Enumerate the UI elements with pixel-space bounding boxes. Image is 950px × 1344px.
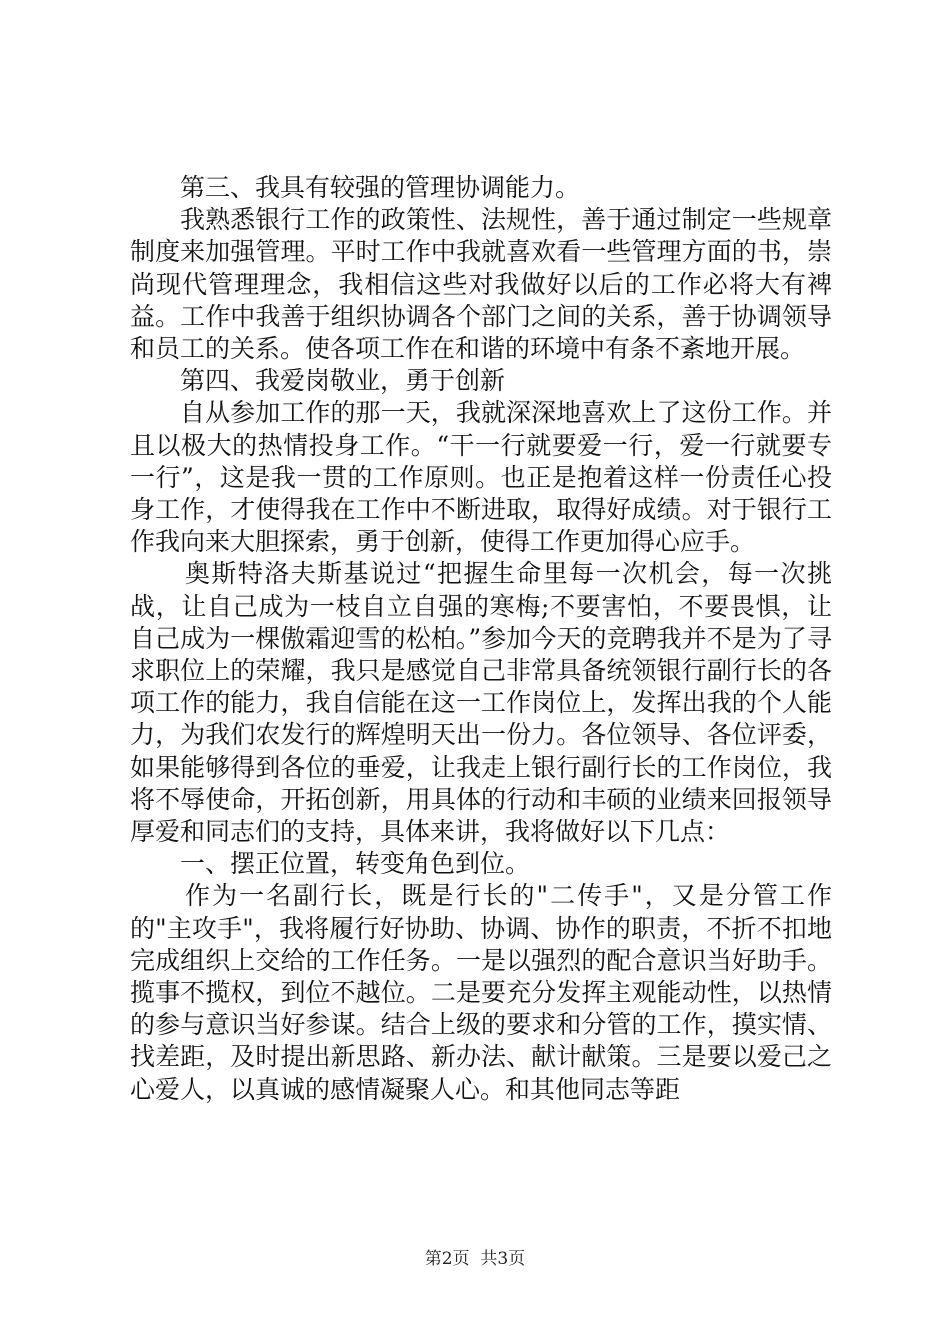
body-paragraph: 作为一名副行长，既是行长的"二传手"，又是分管工作的"主攻手"，我将履行好协助、协调、协作的职责，不折不扣地完成组织上交给的工作任务。一是以强烈的配合意识当好助手。揽事不揽权，到位不越位。二是要充分发挥主观能动性，以热情的参与意识当好参谋。结合上级的要求和分管的工作，摸实情、找差距，及时提出新思路、新办法、献计献策。三是要以爱己之心爱人，以真诚的感情凝聚人心。和其他同志等距 <box>130 881 832 1104</box>
heading-paragraph-3: 第三、我具有较强的管理协调能力。 <box>180 173 581 202</box>
body-paragraph: 我熟悉银行工作的政策性、法规性，善于通过制定一些规章制度来加强管理。平时工作中我就喜欢看一些管理方面的书，崇尚现代管理理念，我相信这些对我做好以后的工作必将大有裨益。工作中我善于组织协调各个部门之间的关系，善于协调领导和员工的关系。使各项工作在和谐的环境中有条不紊地开展。 <box>130 205 832 364</box>
heading-paragraph-4: 第四、我爱岗敬业，勇于创新 <box>180 366 506 396</box>
document-body <box>130 172 832 1106</box>
body-paragraph: 自从参加工作的那一天，我就深深地喜欢上了这份工作。并且以极大的热情投身工作。“干一行就要爱一行，爱一行就要专一行”，这是我一贯的工作原则。也正是抱着这样一份责任心投身工作，才使得我在工作中不断进取，取得好成绩。对于银行工作我向来大胆探索，勇于创新，使得工作更加得心应手。 <box>130 398 832 557</box>
body-paragraph: 奥斯特洛夫斯基说过“把握生命里每一次机会，每一次挑战，让自己成为一枝自立自强的寒梅;不要害怕，不要畏惧，让自己成为一棵傲霜迎雪的松柏。”参加今天的竞聘我并不是为了寻求职位上的荣耀，我只是感觉自己非常具备统领银行副行长的各项工作的能力，我自信能在这一工作岗位上，发挥出我的个人能力，为我们农发行的辉煌明天出一份力。各位领导、各位评委，如果能够得到各位的垂爱，让我走上银行副行长的工作岗位，我将不辱使命，开拓创新，用具体的行动和丰硕的业绩来回报领导厚爱和同志们的支持，具体来讲，我将做好以下几点： <box>130 559 832 847</box>
section-heading-1: 一、摆正位置，转变角色到位。 <box>180 849 531 879</box>
page-number-footer: 第2页 共3页 <box>424 1249 526 1269</box>
